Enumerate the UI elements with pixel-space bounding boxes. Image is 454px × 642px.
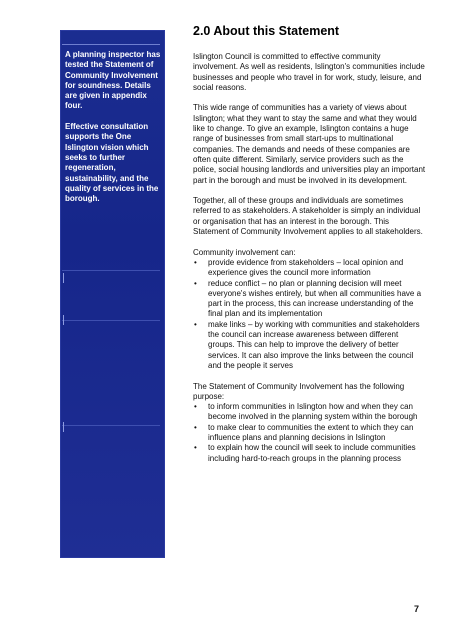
involvement-intro: Community involvement can: — [193, 247, 296, 257]
page-number: 7 — [414, 604, 420, 614]
list-item: • make links – by working with communities and stakeholders the council can increase awareness between different groups. This can help to improve the delivery of better services. It can also improve the links between the council and the people it serves — [193, 320, 427, 371]
list-item: • to inform communities in Islington how and when they can become involved in the planning system within the borough — [193, 402, 427, 423]
main-content — [193, 24, 427, 474]
sidebar-divider — [62, 425, 160, 426]
sidebar-divider — [62, 320, 160, 321]
list-item: • provide evidence from stakeholders – local opinion and experience gives the council more information — [193, 258, 427, 279]
sidebar-paragraph-inspector: A planning inspector has tested the Statement of Community Involvement for soundness. Details are given in appendix four. — [65, 50, 161, 111]
list-item: • to make clear to communities the extent to which they can influence plans and planning decisions in Islington — [193, 423, 427, 444]
sidebar-panel — [60, 30, 165, 558]
purpose-list — [193, 402, 427, 464]
sidebar-divider — [63, 315, 64, 325]
sidebar-divider — [62, 270, 160, 271]
sidebar-divider — [62, 44, 160, 45]
sidebar-paragraph-consultation: Effective consultation supports the One Islington vision which seeks to further regeneration, sustainability, and the quality of services in the borough. — [65, 122, 159, 204]
sidebar-text — [65, 50, 164, 215]
section-heading: 2.0 About this Statement — [193, 24, 340, 38]
list-item: • to explain how the council will seek to include communities including hard-to-reach groups in the planning process — [193, 443, 427, 464]
involvement-list — [193, 258, 427, 371]
sidebar-divider — [63, 273, 64, 283]
sidebar-divider — [63, 422, 64, 432]
purpose-intro: The Statement of Community Involvement has the following purpose: — [193, 381, 405, 401]
body-paragraph: Together, all of these groups and individuals are sometimes referred to as stakeholders. A stakeholder is simply an individual or organisation that has an interest in the borough. This Statement of Community Involvement applies to all stakeholders. — [193, 196, 423, 237]
list-item: • reduce conflict – no plan or planning decision will meet everyone's wishes entirely, but when all communities have a part in the process, this can increase understanding of the final plan and its implementation — [193, 279, 427, 320]
body-paragraph: This wide range of communities has a variety of views about Islington; what they want to stay the same and what they would like to change. To give an example, Islington contains a huge range of businesses from small start-ups to multinational companies. The demands and needs of these companies are often quite different. Similarly, service providers such as the police, social housing landlords and universities play an important part in the borough and must be involved in its development. — [193, 103, 426, 185]
body-paragraph: Islington Council is committed to effective community involvement. As well as residents, Islington's communities include businesses and people who travel in for work, study, leisure, and social reasons. — [193, 52, 425, 92]
